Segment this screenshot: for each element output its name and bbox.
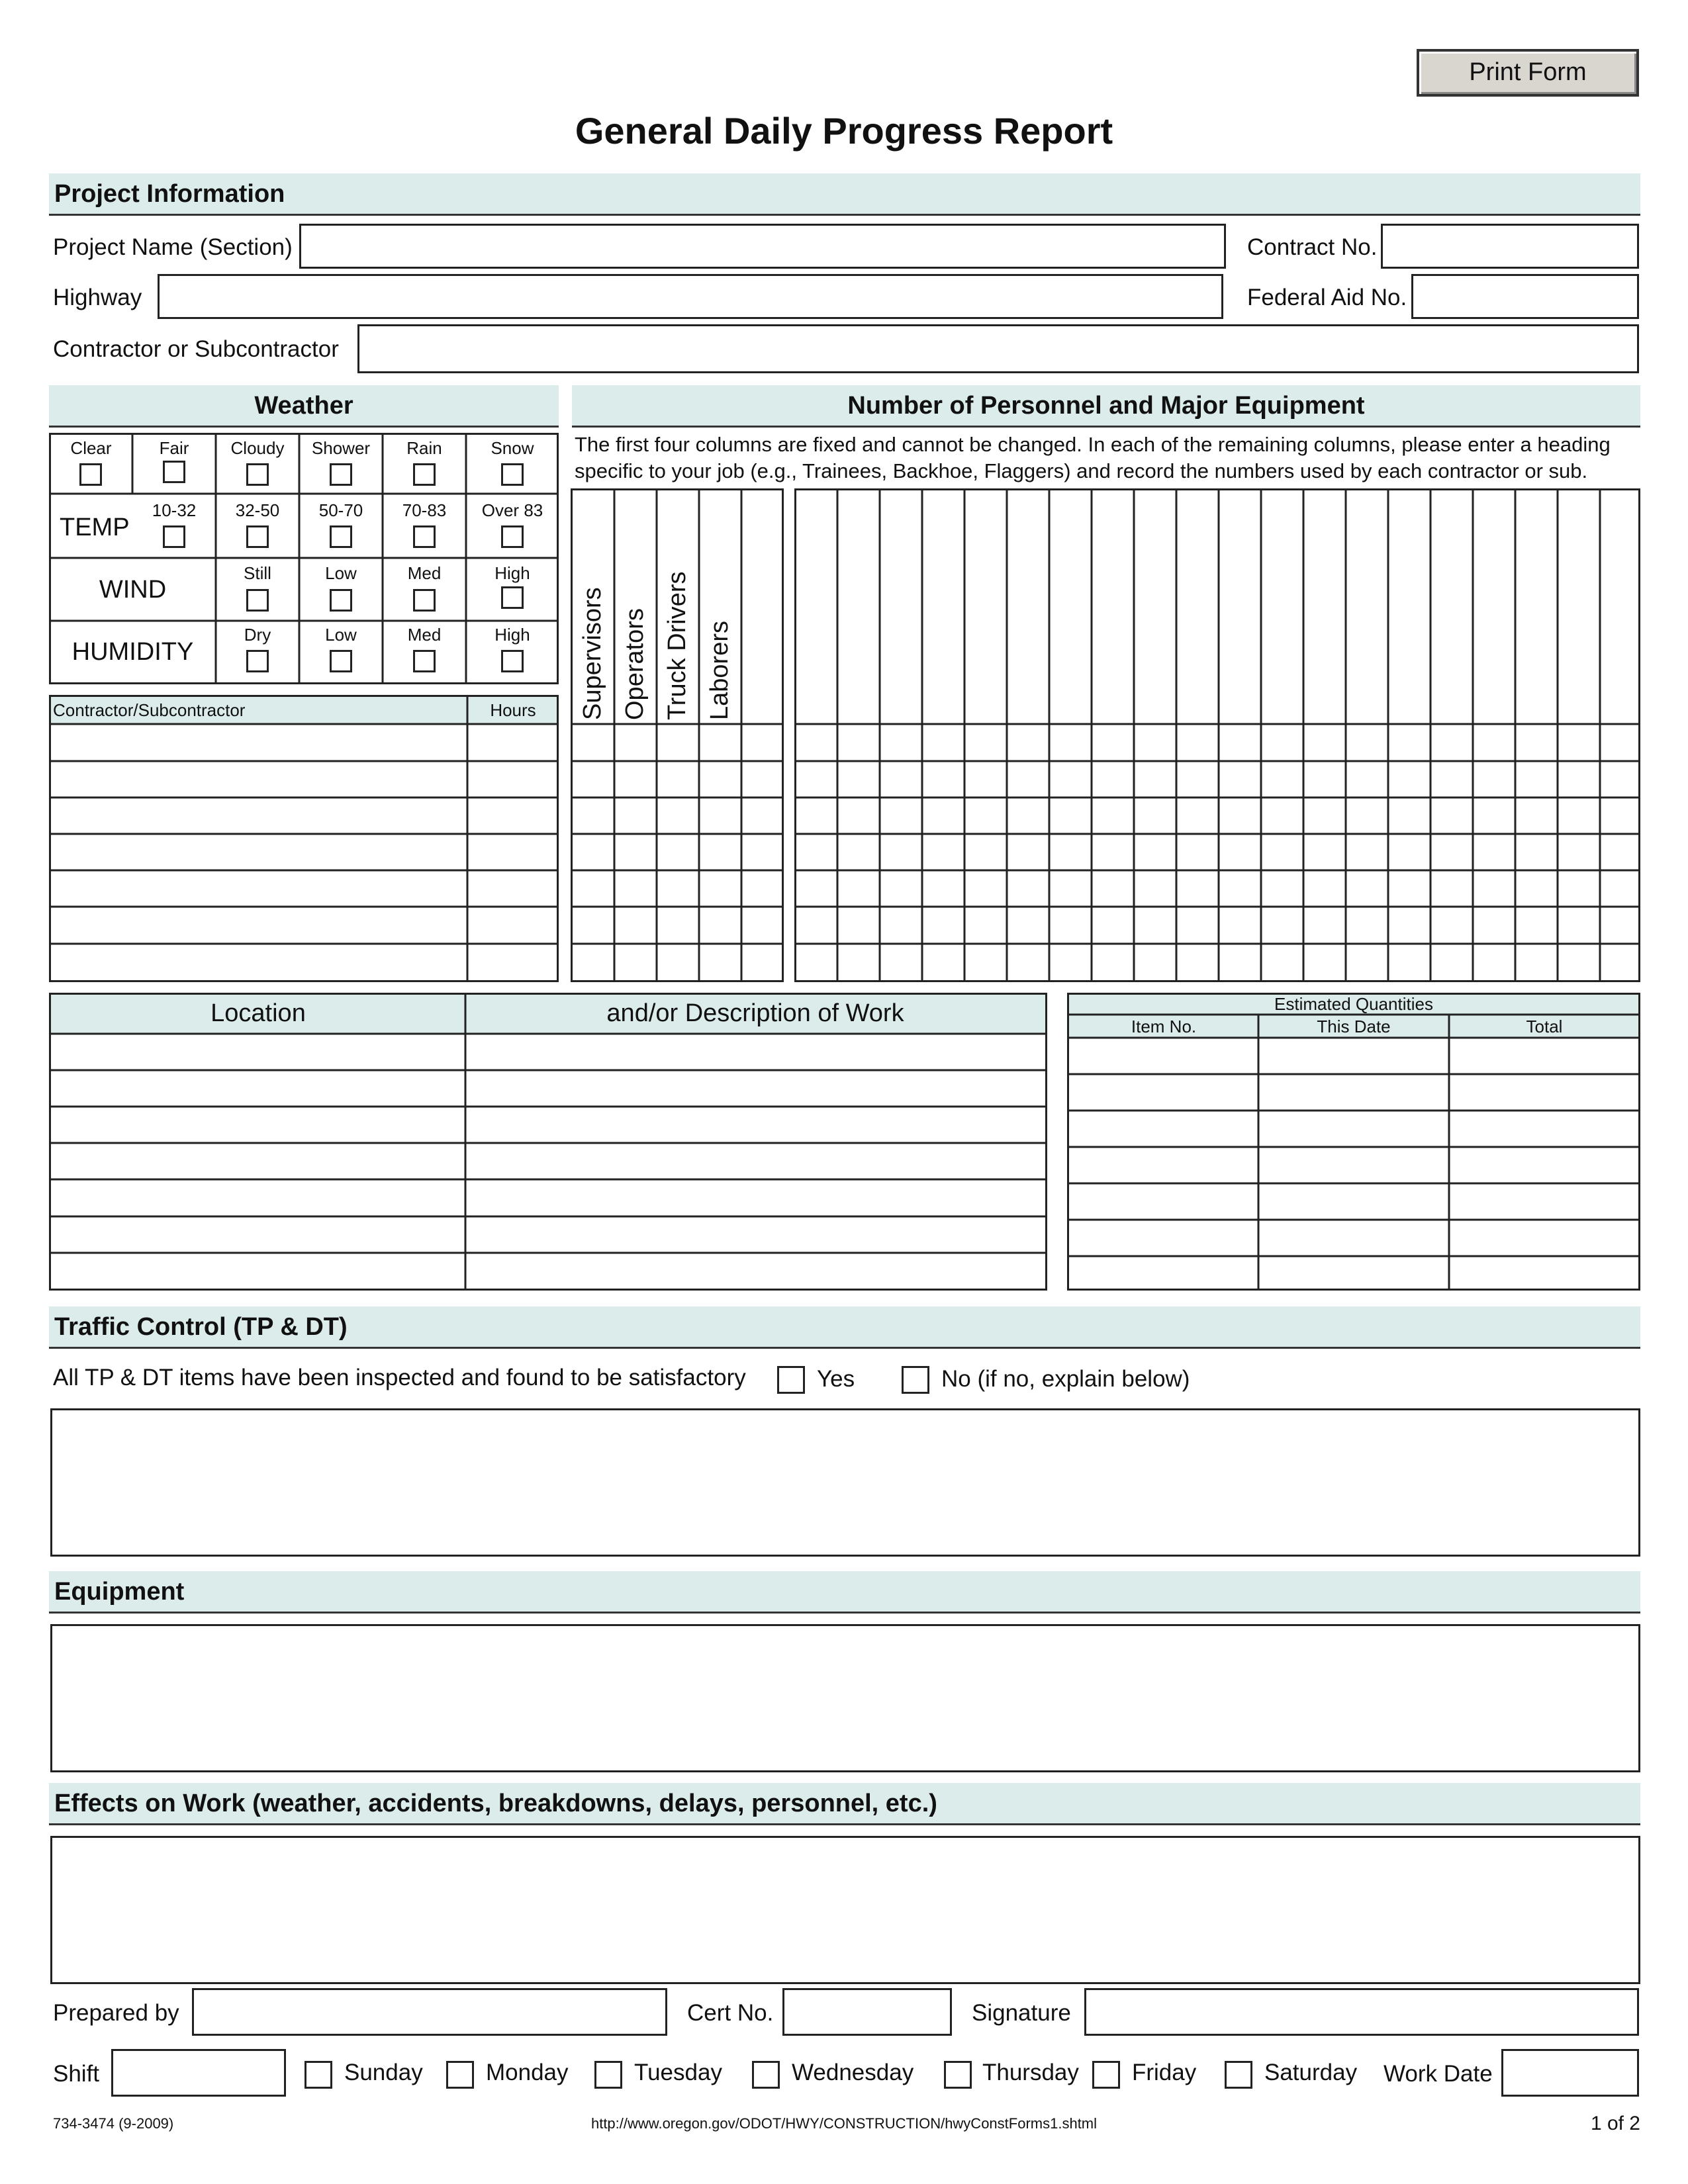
traffic-question: All TP & DT items have been inspected and found to be satisfactory [53, 1365, 746, 1390]
humidity-label: HUMIDITY [71, 638, 194, 666]
wednesday-label: Wednesday [792, 2060, 914, 2085]
traffic-control-header [49, 1306, 1640, 1349]
humidity-high-checkbox[interactable] [501, 650, 524, 672]
shift-field[interactable] [111, 2049, 286, 2097]
wind-still-checkbox[interactable] [246, 589, 269, 612]
contractor-field[interactable] [357, 324, 1639, 373]
temp-70-83-label: 70-83 [402, 500, 447, 520]
humidity-dry-checkbox[interactable] [246, 650, 269, 672]
humidity-high-label: High [494, 625, 530, 645]
traffic-yes-label: Yes [817, 1366, 855, 1392]
col-location-header: Location [211, 999, 306, 1027]
work-date-label: Work Date [1383, 2061, 1493, 2087]
estimated-quantities-table[interactable] [1067, 993, 1640, 1291]
saturday-label: Saturday [1264, 2060, 1358, 2085]
weather-clear-checkbox[interactable] [79, 463, 102, 486]
effects-field[interactable] [50, 1836, 1640, 1984]
wind-med-label: Med [407, 563, 442, 583]
temp-50-70-label: 50-70 [318, 500, 363, 520]
print-form-label: Print Form [1469, 58, 1587, 86]
project-name-field[interactable] [299, 224, 1226, 269]
col-contractor-header: Contractor/Subcontractor [53, 700, 246, 720]
saturday-checkbox[interactable] [1225, 2061, 1252, 2089]
col-description-header: and/or Description of Work [606, 999, 904, 1027]
sunday-checkbox[interactable] [305, 2061, 332, 2089]
personnel-custom-grid[interactable] [794, 488, 1640, 982]
quantities-title: Estimated Quantities [1274, 994, 1433, 1014]
personnel-fixed-grid[interactable] [571, 488, 784, 982]
weather-clear-label: Clear [70, 438, 112, 458]
wind-high-label: High [494, 563, 530, 583]
wind-low-label: Low [325, 563, 357, 583]
work-date-field[interactable] [1501, 2049, 1639, 2097]
temp-label: TEMP [60, 514, 130, 541]
traffic-no-label: No (if no, explain below) [941, 1366, 1190, 1392]
page-number: 1 of 2 [1590, 2113, 1640, 2134]
weather-cloudy-label: Cloudy [230, 438, 285, 458]
col-item-no-header: Item No. [1131, 1017, 1197, 1036]
friday-checkbox[interactable] [1092, 2061, 1120, 2089]
humidity-low-label: Low [325, 625, 357, 645]
weather-shower-checkbox[interactable] [330, 463, 352, 486]
temp-70-83-checkbox[interactable] [413, 525, 436, 548]
project-info-title: Project Information [54, 180, 285, 208]
federal-aid-label: Federal Aid No. [1247, 285, 1407, 310]
weather-header [49, 385, 559, 428]
page-title: General Daily Progress Report [575, 110, 1113, 152]
temp-10-32-checkbox[interactable] [163, 525, 185, 548]
cert-no-field[interactable] [782, 1988, 952, 2036]
personnel-instructions-line2: specific to your job (e.g., Trainees, Backhoe, Flaggers) and record the numbers used by each contractor or sub. [575, 459, 1588, 482]
traffic-yes-checkbox[interactable] [777, 1366, 805, 1394]
equipment-field[interactable] [50, 1624, 1640, 1772]
tuesday-checkbox[interactable] [594, 2061, 622, 2089]
humidity-med-checkbox[interactable] [413, 650, 436, 672]
monday-checkbox[interactable] [446, 2061, 474, 2089]
traffic-explanation-field[interactable] [50, 1408, 1640, 1557]
wednesday-checkbox[interactable] [752, 2061, 780, 2089]
weather-rain-checkbox[interactable] [413, 463, 436, 486]
temp-50-70-checkbox[interactable] [330, 525, 352, 548]
project-info-header [49, 173, 1640, 216]
highway-field[interactable] [158, 274, 1223, 319]
highway-label: Highway [53, 285, 142, 310]
monday-label: Monday [486, 2060, 569, 2085]
traffic-no-checkbox[interactable] [902, 1366, 929, 1394]
wind-low-checkbox[interactable] [330, 589, 352, 612]
weather-fair-label: Fair [159, 438, 189, 458]
weather-rain-label: Rain [406, 438, 442, 458]
signature-field[interactable] [1084, 1988, 1639, 2036]
col-this-date-header: This Date [1317, 1017, 1391, 1036]
weather-cloudy-checkbox[interactable] [246, 463, 269, 486]
prepared-by-label: Prepared by [53, 2000, 179, 2026]
wind-high-checkbox[interactable] [501, 586, 524, 609]
federal-aid-field[interactable] [1411, 274, 1639, 319]
col-hours-header: Hours [490, 700, 536, 720]
temp-32-50-checkbox[interactable] [246, 525, 269, 548]
footer-url: http://www.oregon.gov/ODOT/HWY/CONSTRUCTION/hwyConstForms1.shtml [590, 2115, 1098, 2132]
work-description-table[interactable] [49, 993, 1047, 1291]
weather-title: Weather [254, 392, 353, 420]
equipment-header [49, 1571, 1640, 1614]
weather-shower-label: Shower [311, 438, 371, 458]
thursday-checkbox[interactable] [944, 2061, 972, 2089]
contractor-hours-table[interactable] [49, 695, 559, 982]
prepared-by-field[interactable] [192, 1988, 667, 2036]
wind-still-label: Still [244, 563, 271, 583]
humidity-dry-label: Dry [244, 625, 271, 645]
temp-32-50-label: 32-50 [235, 500, 280, 520]
temp-10-32-label: 10-32 [152, 500, 197, 520]
humidity-low-checkbox[interactable] [330, 650, 352, 672]
signature-label: Signature [972, 2000, 1071, 2026]
effects-title: Effects on Work (weather, accidents, breakdowns, delays, personnel, etc.) [54, 1790, 937, 1817]
weather-snow-label: Snow [491, 438, 534, 458]
contract-no-label: Contract No. [1247, 234, 1378, 260]
thursday-label: Thursday [982, 2060, 1079, 2085]
personnel-header [572, 385, 1640, 428]
shift-label: Shift [53, 2061, 100, 2087]
effects-header [49, 1783, 1640, 1825]
friday-label: Friday [1132, 2060, 1197, 2085]
col-total-header: Total [1526, 1017, 1563, 1036]
temp-over-83-checkbox[interactable] [501, 525, 524, 548]
project-name-label: Project Name (Section) [53, 234, 293, 260]
cert-no-label: Cert No. [687, 2000, 774, 2026]
col-truck-drivers-header: Truck Drivers [663, 571, 691, 720]
col-operators-header: Operators [621, 608, 649, 720]
col-laborers-header: Laborers [706, 621, 733, 720]
form-number: 734-3474 (9-2009) [53, 2115, 174, 2132]
personnel-title: Number of Personnel and Major Equipment [847, 392, 1365, 420]
temp-over-83-label: Over 83 [481, 500, 543, 520]
personnel-instructions-line1: The first four columns are fixed and cannot be changed. In each of the remaining columns, please enter a heading [575, 433, 1611, 456]
print-form-button[interactable] [1417, 49, 1639, 97]
wind-label: WIND [99, 576, 167, 604]
weather-fair-checkbox[interactable] [163, 461, 185, 483]
equipment-title: Equipment [54, 1578, 185, 1606]
col-supervisors-header: Supervisors [579, 587, 606, 720]
contract-no-field[interactable] [1381, 224, 1639, 269]
wind-med-checkbox[interactable] [413, 589, 436, 612]
sunday-label: Sunday [344, 2060, 423, 2085]
tuesday-label: Tuesday [634, 2060, 722, 2085]
humidity-med-label: Med [407, 625, 442, 645]
contractor-label: Contractor or Subcontractor [53, 336, 339, 362]
weather-snow-checkbox[interactable] [501, 463, 524, 486]
traffic-control-title: Traffic Control (TP & DT) [54, 1313, 348, 1341]
